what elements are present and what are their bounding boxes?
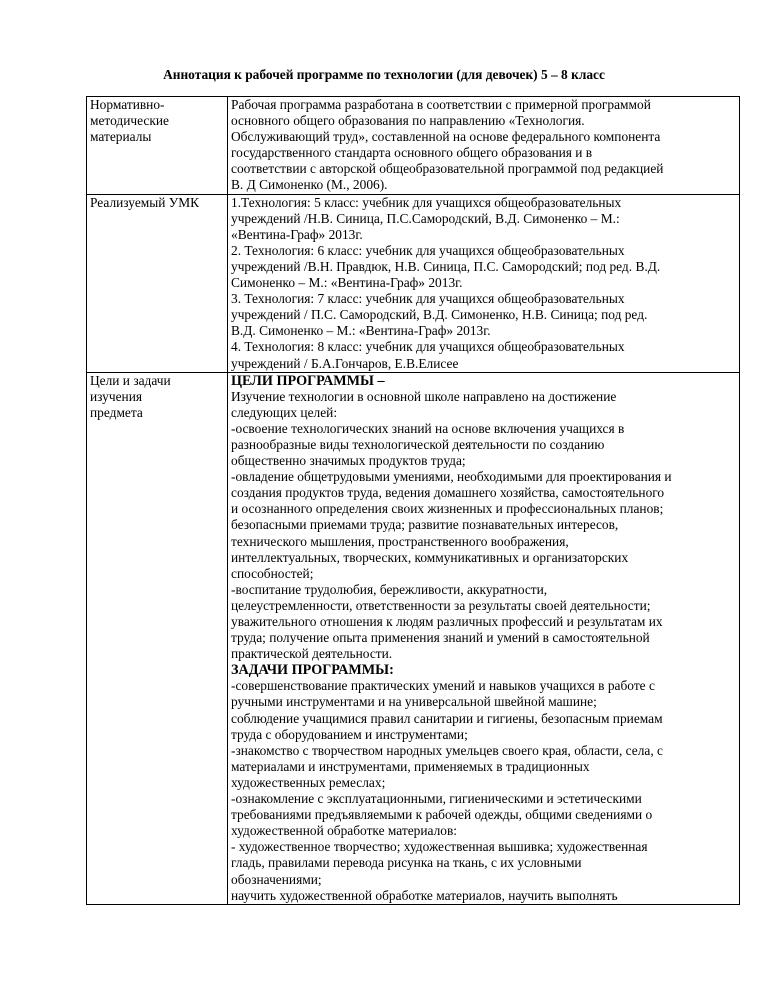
content-line: разнообразные виды технологической деятельности по созданию — [231, 436, 605, 452]
content-line: следующих целей: — [231, 404, 338, 420]
row-label-line: Цели и задачи — [90, 372, 171, 388]
row-label-line: материалы — [90, 129, 152, 145]
content-line: художественных ремеслах; — [231, 774, 386, 790]
content-line: Изучение технологии в основной школе направлено на достижение — [231, 388, 617, 404]
content-line: -ознакомление с эксплуатационными, гигиеническими и эстетическими — [231, 791, 642, 807]
content-line: практической деятельности. — [231, 646, 393, 662]
row-label-cell — [87, 194, 228, 372]
row-label-line: методические — [90, 113, 169, 129]
content-line: соответствии с авторской общеобразовательной программой под редакцией — [231, 161, 664, 177]
content-line: труда с оборудованием и инструментами; — [231, 726, 468, 742]
row-label-line: предмета — [90, 404, 143, 420]
content-line: -воспитание трудолюбия, бережливости, аккуратности, — [231, 581, 548, 597]
content-line: интеллектуальных, творческих, коммуникативных и организаторских — [231, 549, 629, 565]
document-title: Аннотация к рабочей программе по технологии (для девочек) 5 – 8 класс — [163, 67, 605, 82]
content-line: 1.Технология: 5 класс: учебник для учащихся общеобразовательных — [231, 194, 622, 210]
content-line: 3. Технология: 7 класс: учебник для учащихся общеобразовательных — [231, 291, 625, 307]
content-line: труда; получение опыта применения знаний и умений в самостоятельной — [231, 630, 650, 646]
row-label-line: изучения — [90, 388, 143, 404]
content-line: В. Д Симоненко (М., 2006). — [231, 177, 388, 193]
row-content-cell — [228, 372, 740, 904]
content-line: материалами и инструментами, применяемых в традиционных — [231, 758, 590, 774]
content-line: Симоненко – М.: «Вентина-Граф» 2013г. — [231, 275, 463, 291]
content-line: уважительного отношения к людям различных профессий и результатам их — [231, 614, 663, 629]
table-row — [87, 372, 740, 904]
content-line: обозначениями; — [231, 871, 322, 887]
content-line: -совершенствование практических умений и навыков учащихся в работе с — [231, 678, 655, 694]
content-line: безопасными приемами труда; развитие познавательных интересов, — [231, 517, 619, 533]
content-line: гладь, правилами перевода рисунка на ткань, с их условными — [231, 855, 582, 871]
content-line: - художественное творчество; художественная вышивка; художественная — [231, 839, 648, 855]
content-line: учреждений /Н.В. Синица, П.С.Самородский, В.Д. Симоненко – М.: — [231, 210, 620, 226]
content-line: и осознанного определения своих жизненных и профессиональных планов; — [231, 501, 664, 517]
tasks-heading: ЗАДАЧИ ПРОГРАММЫ: — [231, 662, 394, 679]
content-line: учреждений / Б.А.Гончаров, Е.В.Елисее — [231, 355, 459, 371]
content-line: научить художественной обработке материалов, научить выполнять — [231, 887, 618, 903]
content-line: -овладение общетрудовыми умениями, необходимыми для проектирования и — [231, 469, 672, 485]
content-line: Рабочая программа разработана в соответствии с примерной программой — [231, 97, 651, 112]
row-label-cell — [87, 97, 228, 195]
row-content-cell — [228, 194, 740, 372]
content-line: технического мышления, пространственного воображения, — [231, 533, 569, 549]
content-line: -знакомство с творчеством народных умельцев своего края, области, села, с — [231, 742, 663, 758]
content-line: общественно значимых продуктов труда; — [231, 453, 466, 469]
table-row — [87, 194, 740, 372]
content-line: учреждений /В.Н. Правдюк, Н.В. Синица, П.С. Самородский; под ред. В.Д. — [231, 258, 661, 274]
content-line: создания продуктов труда, ведения домашнего хозяйства, самостоятельного — [231, 485, 665, 501]
table-row — [87, 97, 740, 195]
content-line: «Вентина-Граф» 2013г. — [231, 226, 363, 242]
content-line: художественной обработке материалов: — [231, 823, 457, 839]
row-label-cell — [87, 372, 228, 904]
content-line: требованиями предъявляемыми к рабочей одежды, общими сведениями о — [231, 807, 653, 823]
content-line: соблюдение учащимися правил санитарии и гигиены, безопасным приемам — [231, 710, 663, 726]
row-label-line: Нормативно- — [90, 97, 165, 112]
row-content-cell — [228, 97, 740, 195]
content-line: 4. Технология: 8 класс: учебник для учащихся общеобразовательных — [231, 339, 625, 355]
content-line: ручными инструментами и на универсальной швейной машине; — [231, 694, 597, 710]
content-line: В.Д. Симоненко – М.: «Вентина-Граф» 2013г. — [231, 323, 491, 339]
row-label-line: Реализуемый УМК — [90, 194, 200, 210]
content-line: 2. Технология: 6 класс: учебник для учащихся общеобразовательных — [231, 242, 625, 258]
content-line: целеустремленности, ответственности за результаты своей деятельности; — [231, 597, 651, 613]
goals-heading: ЦЕЛИ ПРОГРАММЫ – — [231, 372, 385, 389]
content-line: основного общего образования по направлению «Технология. — [231, 113, 585, 129]
content-line: государственного стандарта основного общего образования и в — [231, 145, 593, 161]
content-line: -освоение технологических знаний на основе включения учащихся в — [231, 420, 625, 436]
content-line: способностей; — [231, 565, 314, 581]
content-line: Обслуживающий труд», составленной на основе федерального компонента — [231, 129, 661, 145]
annotation-table — [86, 96, 740, 905]
content-line: учреждений / П.С. Самородский, В.Д. Симоненко, Н.В. Синица; под ред. — [231, 307, 648, 323]
